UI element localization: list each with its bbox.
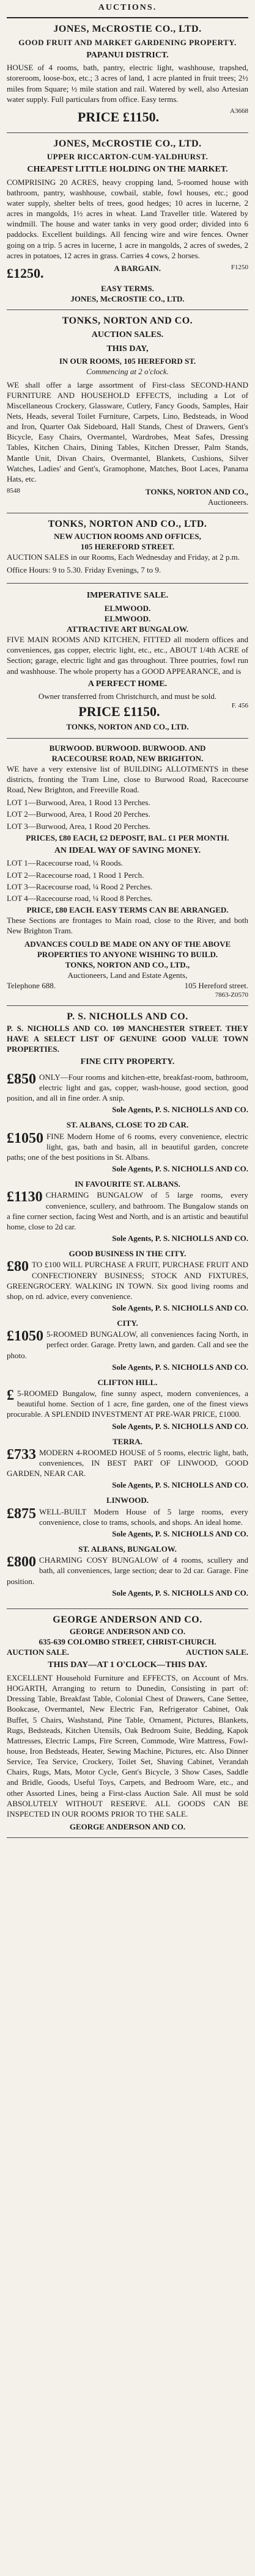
agent-role: Auctioneers, Land and Estate Agents,	[67, 970, 188, 980]
price-row	[7, 107, 248, 127]
company-signoff: GEORGE ANDERSON AND CO.	[69, 1822, 186, 1832]
lot-prices-2: PRICE, £80 EACH. EASY TERMS CAN BE ARRANGED.	[26, 905, 229, 915]
contact-row	[7, 980, 248, 991]
property-listing	[7, 1179, 248, 1243]
listing-headline: TERRA.	[113, 1436, 142, 1446]
listing-body: TO £100 WILL PURCHASE A FRUIT, PURCHASE FRUIT AND CONFECTIONERY BUSINESS; STOCK AND FIXTURES, GREENGROCERY. WALKING IN TOWN. Six good living rooms and shop, on rd. advice, every convenience.	[7, 1260, 248, 1301]
terms-label: EASY TERMS.	[101, 283, 154, 293]
owner-note: Owner transferred from Christchurch, and must be sold.	[38, 692, 217, 701]
nicholls-listings-ad	[7, 1006, 248, 1609]
agent-name: TONKS, NORTON AND CO., LTD.	[66, 722, 189, 732]
ad-body	[7, 177, 248, 261]
company-name: P. S. NICHOLLS AND CO.	[67, 1011, 188, 1022]
ad-body	[7, 380, 248, 485]
note-text: These Sections are frontages to Main road, close to the River, and both New Brighton Tram.	[7, 916, 248, 936]
role-label: Auctioneers.	[207, 497, 248, 507]
lot-item: LOT 1—Burwood, Area, 1 Rood 13 Perches.	[7, 798, 150, 808]
listing-agent: Sole Agents, P. S. NICHOLLS AND CO.	[112, 1234, 248, 1243]
property-listing	[7, 1436, 248, 1491]
lot-item: LOT 3—Racecourse road, ¼ Rood 2 Perches.	[7, 881, 153, 891]
ad-subheadline: AN IDEAL WAY OF SAVING MONEY.	[54, 845, 201, 855]
listing-price: £850	[7, 1071, 36, 1087]
phone-number: Telephone 688.	[7, 981, 56, 991]
ad-intro-text: P. S. NICHOLLS AND CO. 109 MANCHESTER STREET. THEY HAVE A SELECT LIST OF GENUINE GOOD VALUE TOWN PROPERTIES.	[7, 1023, 248, 1054]
auction-label-2: AUCTION SALE.	[186, 1648, 248, 1657]
jones-holding-ad	[7, 133, 248, 310]
company-name: GEORGE ANDERSON AND CO.	[53, 1614, 202, 1625]
property-listing	[7, 1120, 248, 1174]
price: £1250.	[7, 265, 44, 281]
company-signoff: TONKS, NORTON AND CO.,	[145, 487, 248, 497]
ad-body	[7, 1673, 248, 1819]
ad-headline: IMPERATIVE SALE.	[86, 591, 169, 601]
property-listing	[7, 1248, 248, 1313]
sale-venue: IN OUR ROOMS, 105 HEREFORD ST.	[59, 356, 196, 366]
reference-number: 8548	[7, 487, 20, 495]
ad-body-text: WE shall offer a large assortment of First-class SECOND-HAND FURNITURE AND HOUSEHOLD EFFECTS, including a Lot of Miscellaneous Crockery, Glassware, Cutlery, Fancy Goods, Samples, Hair Nets, Heads, several Toilet Furniture, Carpets, Lino, Bedsteads, in Wood and Iron, Quarter Oak Sideboard, Hall Stands, Chest of Drawers, Gent's Bicycle, Easy Chairs, Overmantel, Wardrobes, Meat Safes, Dressing Tables, Kitchen Chairs, Dining Tables, Kitchen Dresser, Palm Stands, Mantle Unit, Divan Chairs, Overmantel, Blankets, Cushions, Silver Watches, Ladies' and Gent's, Gramophone, Matches, Boot Laces, Panama Hats, etc.	[7, 380, 248, 483]
place-name: ELMWOOD.	[104, 603, 151, 613]
listing-price: £1050	[7, 1328, 43, 1345]
ad-headline: GOOD FRUIT AND MARKET GARDENING PROPERTY.	[18, 37, 237, 47]
district-name: PAPANUI DISTRICT.	[86, 50, 169, 60]
bargain-row	[7, 263, 248, 283]
rooms-line-1: NEW AUCTION ROOMS AND OFFICES,	[54, 531, 201, 541]
listing-agent: Sole Agents, P. S. NICHOLLS AND CO.	[112, 1362, 248, 1372]
rooms-line-2: 105 HEREFORD STREET.	[80, 541, 175, 551]
lot-list-2	[7, 858, 248, 903]
listing-headline: ST. ALBANS, BUNGALOW.	[78, 1544, 177, 1554]
ad-headline-2: RACECOURSE ROAD, NEW BRIGHTON.	[51, 753, 204, 763]
ad-body	[7, 552, 248, 575]
listing-body: ONLY—Four rooms and kitchen-ette, breakfast-room, bathroom, electric light and gas, copper, wash-house, good section, good position, and all in fine order. A snip.	[7, 1072, 248, 1103]
ad-headline: UPPER RICCARTON-CUM-YALDHURST.	[46, 151, 209, 161]
auction-labels	[7, 1647, 248, 1657]
property-listing	[7, 1318, 248, 1372]
listing-body: WELL-BUILT Modern House of 5 large rooms, every convenience, close to trams, schools, and shops. An ideal home.	[39, 1507, 248, 1527]
listing-agent: Sole Agents, P. S. NICHOLLS AND CO.	[112, 1588, 248, 1597]
lot-item: LOT 4—Racecourse road, ¼ Rood 8 Perches.	[7, 893, 153, 903]
ad-headline: BURWOOD. BURWOOD. BURWOOD. AND	[49, 743, 206, 753]
ad-body-text: WE have a very extensive list of BUILDING ALLOTMENTS in these districts, fronting the Tram Line, close to Burwood Road, Racecourse Road, New Brighton, and Freeville Road.	[7, 764, 248, 795]
listing-headline: LINWOOD.	[106, 1496, 149, 1505]
listing-price: £800	[7, 1554, 36, 1571]
sale-time: Commencing at 2 o'clock.	[86, 367, 169, 377]
listing-headline: ST. ALBANS, CLOSE TO 2D CAR.	[66, 1120, 189, 1130]
ad-body-text: FIVE MAIN ROOMS AND KITCHEN, FITTED all modern offices and conveniences, gas copper, electric light, etc., etc., ABOUT 1/4th ACRE of Section; garage, electric light and gas throughout. Three poutries, fowl run and washhouse. The whole property has a GOOD APPEARANCE, and is	[7, 635, 248, 676]
ad-subheadline: CHEAPEST LITTLE HOLDING ON THE MARKET.	[27, 165, 228, 175]
listing-price: £733	[7, 1446, 36, 1463]
note-body	[7, 915, 248, 936]
price-row	[7, 701, 248, 722]
property-listing	[7, 1377, 248, 1431]
company-name-repeat: GEORGE ANDERSON AND CO.	[69, 1626, 186, 1636]
burwood-allotments-ad	[7, 739, 248, 1006]
lot-prices: PRICES, £80 EACH, £2 DEPOSIT, BAL. £1 PER MONTH.	[26, 833, 229, 842]
lot-item: LOT 2—Burwood, Area, 1 Rood 20 Perches.	[7, 809, 150, 819]
listing-body: 5-ROOMED BUNGALOW, all conveniences facing North, in perfect order. Garage. Pretty lawn, and garden. Call and see the photo.	[7, 1330, 248, 1360]
agent-name: TONKS, NORTON AND CO., LTD.,	[65, 960, 190, 969]
rooms-line-4: Office Hours: 9 to 5.30. Friday Evenings, 7 to 9.	[7, 565, 161, 574]
place-name-repeat: ELMWOOD.	[104, 613, 151, 623]
listing-headline: CLIFTON HILL.	[97, 1377, 158, 1387]
listing-agent: Sole Agents, P. S. NICHOLLS AND CO.	[112, 1105, 248, 1115]
sale-day: THIS DAY,	[106, 344, 149, 353]
listing-headline: GOOD BUSINESS IN THE CITY.	[68, 1249, 187, 1259]
tonks-rooms-ad	[7, 513, 248, 584]
company-name: TONKS, NORTON AND CO., LTD.	[48, 519, 207, 530]
listing-body: FINE Modern Home of 6 rooms, every convenience, electric light, gas, bath and basin, all in beautiful garden, concrete paths; one of the best positions in St. Albans.	[7, 1131, 248, 1162]
listing-headline: IN FAVOURITE ST. ALBANS.	[75, 1179, 180, 1189]
ad-body	[7, 764, 248, 795]
reference-number: F1250	[231, 263, 248, 271]
listing-price: £1050	[7, 1130, 43, 1146]
ad-body-text: EXCELLENT Household Furniture and EFFECTS, on Account of Mrs. HOGARTH, Arranging to return to Dunedin, Consisting in part of: Dressing Table, Breakfast Table, Colonial Chest of Drawers, Cane Settee, Bookcase, Overmantel, New Electric Fan, Refrigerator Cabinet, Oak Buffet, 5 Chairs, Washstand, Pine Table, Ornament, Pictures, Blankets, Rugs, Bedsteads, Kitchen Utensils, Oak Bedroom Suite, Bedding, Kapok Mattresses, Electric Lamps, Fire Screen, Commode, Wire Mattress, Fowl-house, Iron Bedsteads, Heater, Sewing Machine, Pictures, etc. Also Dinner Service, Tea Service, Crockery, Toilet Set, Shaving Cabinet, Verandah Chairs, Rugs, Mats, Motor Cycle, Gent's Bicycle, 3 Show Cases, Saddle and Bridle, Goods, Useful Toys, Carpets, and Bedroom Ware, etc., and other Assorted Lines, being a First-class Auction Sale. All must be sold ABSOLUTELY WITHOUT RESERVE. ALL GOODS CAN BE INSPECTED IN OUR ROOMS PRIOR TO THE SALE.	[7, 1673, 248, 1818]
listing-price: £875	[7, 1505, 36, 1522]
street-address: 105 Hereford street.	[184, 981, 248, 991]
ad-body-text: HOUSE of 4 rooms, bath, pantry, electric light, washhouse, trapshed, storeroom, loose-box, etc.; 3 acres of land, 1 acre planted in fruit trees; 2½ miles from Square; ½ mile station and rail. Watered by well, also Artesian water supply. Full particulars from office. Easy terms.	[7, 63, 248, 104]
george-anderson-ad	[7, 1609, 248, 1838]
company-address: 635-639 COLOMBO STREET, CHRIST-CHURCH.	[39, 1637, 216, 1647]
ad-intro	[7, 1023, 248, 1054]
reference-number: F. 456	[231, 702, 248, 710]
price: PRICE £1150.	[78, 704, 160, 720]
tonks-auction-ad	[7, 310, 248, 513]
listing-agent: Sole Agents, P. S. NICHOLLS AND CO.	[112, 1421, 248, 1431]
ad-body-text: COMPRISING 20 ACRES, heavy cropping land, 5-roomed house with bathroom, pantry, washhouse, cowbail, stable, fowl houses, etc.; good water supply, shelter belts of trees, good hedges; 10 acres in lucerne, 2 acres in mangolds, 1½ acres in wheat. Land Traveller title. Watered by windmill. The house and water tanks in very good order; divided into 6 paddocks. Excellent buildings. All fencing wire and wire fences. Owner going on a trip. 5 acres in lucerne, 1 acre in mangolds, 2 acres of swedes, 2 acres in potatoes, 12 acres in grass. Carries 4 cows, 2 horses.	[7, 177, 248, 260]
rooms-line-3: AUCTION SALES in our Rooms, Each Wednesday and Friday, at 2 p.m.	[7, 552, 240, 562]
auctions-page	[7, 0, 248, 1838]
company-name: JONES, McCROSTIE CO., LTD.	[53, 24, 202, 35]
jones-fruit-garden-ad	[7, 18, 248, 132]
listing-body: 5-ROOMED Bungalow, fine sunny aspect, modern conveniences, a beautiful home. Section of 1 acre, fine garden, one of the finest views procurable. A SPLENDID INVESTMENT AT PRE-WAR PRICE, £1000.	[7, 1389, 248, 1419]
property-listing	[7, 1495, 248, 1539]
ad-body	[7, 634, 248, 676]
listing-body: MODERN 4-ROOMED HOUSE of 5 rooms, electric light, bath, conveniences, IN BEST PART OF LINWOOD, GOOD GARDEN, NEAR CAR.	[7, 1447, 248, 1478]
listing-body: CHARMING COSY BUNGALOW of 4 rooms, scullery and bath, all conveniences, large section; dear to 2d car. Garage. Fine position.	[7, 1555, 248, 1586]
company-name: JONES, McCROSTIE CO., LTD.	[70, 294, 185, 304]
lot-list	[7, 797, 248, 831]
lot-item: LOT 1—Racecourse road, ¼ Roods.	[7, 858, 124, 868]
company-name: JONES, McCROSTIE CO., LTD.	[53, 138, 202, 149]
auction-label: AUCTION SALE.	[7, 1648, 69, 1657]
listing-price: £1130	[7, 1189, 43, 1206]
tonks-imperative-sale-ad	[7, 584, 248, 738]
listing-price: £80	[7, 1259, 29, 1275]
listing-agent: Sole Agents, P. S. NICHOLLS AND CO.	[112, 1529, 248, 1538]
bargain-label: A BARGAIN.	[114, 263, 161, 273]
ad-subheadline: FINE CITY PROPERTY.	[80, 1057, 175, 1067]
ad-subheadline: ATTRACTIVE ART BUNGALOW.	[66, 624, 189, 634]
reference-number: A3668	[230, 107, 248, 115]
property-listing	[7, 1072, 248, 1115]
reference-number: 7863-Z0570	[215, 991, 248, 999]
listing-agent: Sole Agents, P. S. NICHOLLS AND CO.	[112, 1164, 248, 1174]
page-title: AUCTIONS.	[7, 1, 248, 18]
sale-day: THIS DAY—AT 1 O'CLOCK—THIS DAY.	[48, 1660, 207, 1670]
ad-body	[7, 62, 248, 104]
tagline: A PERFECT HOME.	[87, 679, 168, 689]
lot-item: LOT 3—Burwood, Area, 1 Rood 20 Perches.	[7, 821, 150, 831]
price: PRICE £1150.	[77, 109, 160, 125]
listing-price: £	[7, 1387, 14, 1404]
listing-agent: Sole Agents, P. S. NICHOLLS AND CO.	[112, 1480, 248, 1490]
company-name: TONKS, NORTON AND CO.	[62, 316, 193, 327]
ad-headline: AUCTION SALES.	[91, 330, 164, 340]
advance-note: ADVANCES COULD BE MADE ON ANY OF THE ABOVE PROPERTIES TO ANYONE WISHING TO BUILD.	[24, 939, 231, 959]
lot-item: LOT 2—Racecourse road, 1 Rood 1 Perch.	[7, 870, 144, 880]
listing-body: CHARMING BUNGALOW of 5 large rooms, every convenience, scullery, and bathroom. The Bungalow stands on a fine corner section, facing West and North, and is an artistic and beautiful home, close to 2d car.	[7, 1190, 248, 1231]
property-listing	[7, 1544, 248, 1598]
signoff-row	[7, 487, 248, 497]
listing-headline: CITY.	[117, 1319, 138, 1328]
listing-agent: Sole Agents, P. S. NICHOLLS AND CO.	[112, 1303, 248, 1312]
